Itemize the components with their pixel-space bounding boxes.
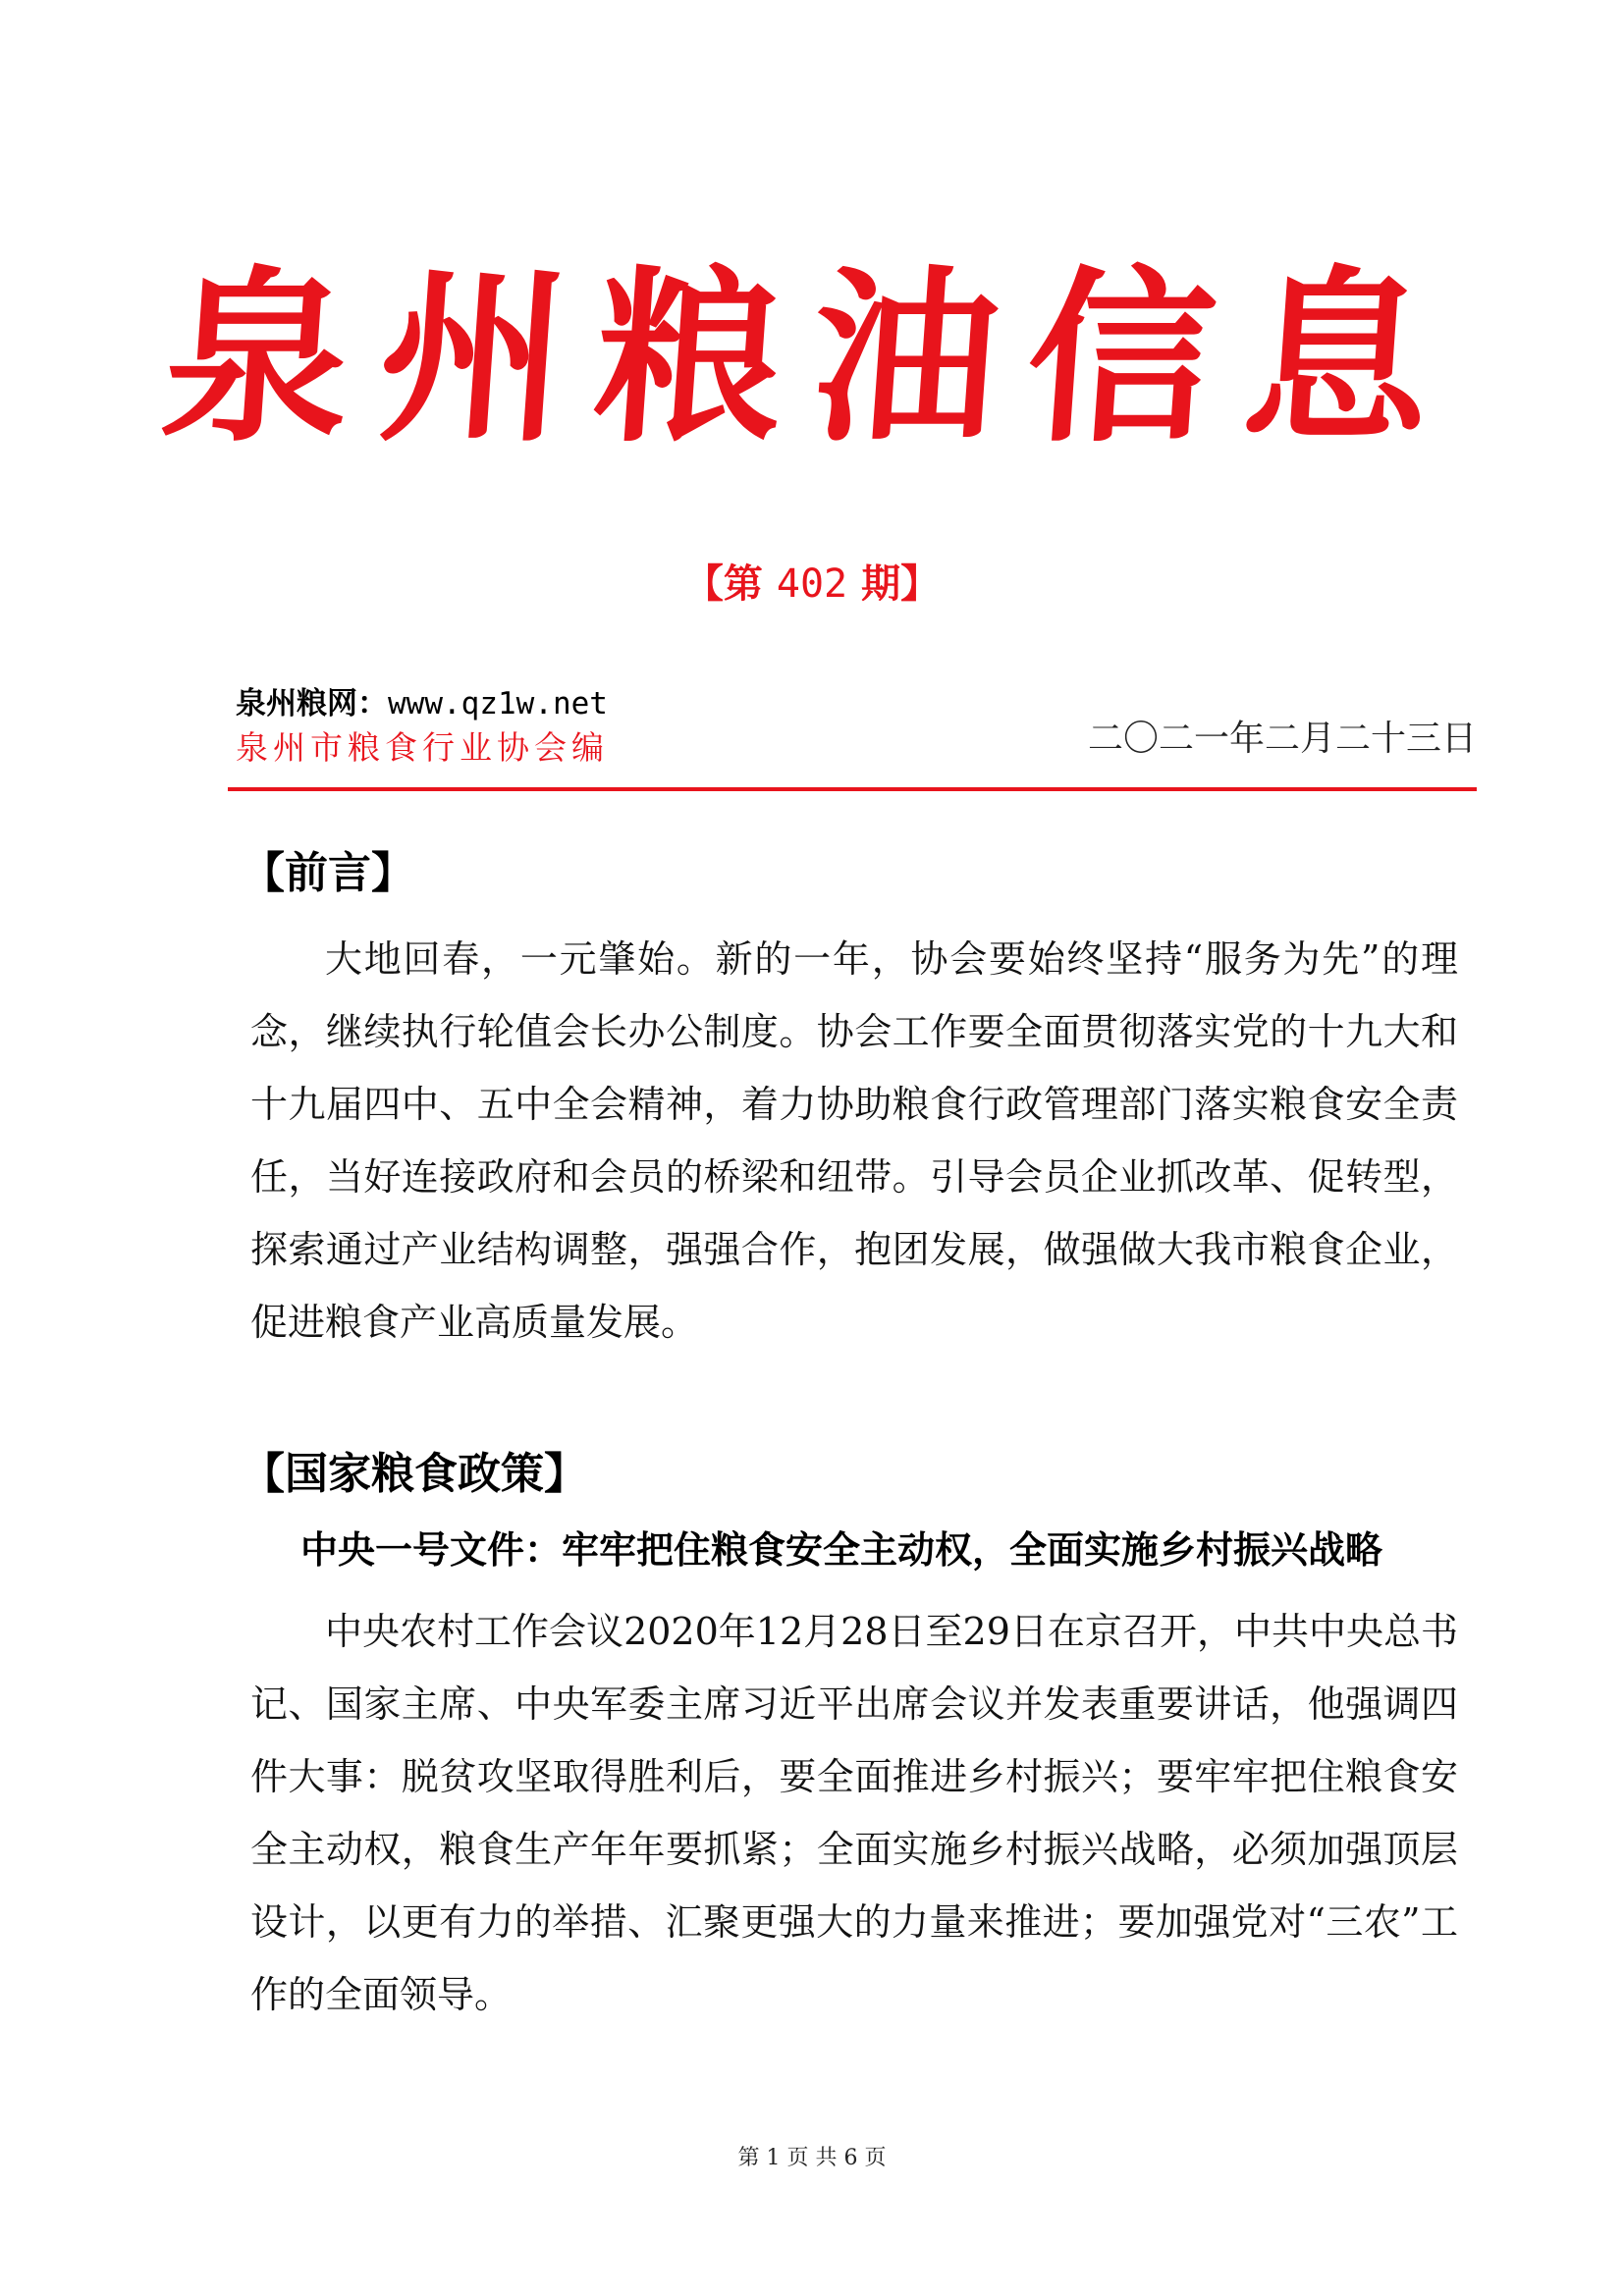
masthead-title: 泉州粮油信息 <box>156 248 1468 467</box>
issue-prefix: 【第 <box>683 561 763 607</box>
article-title: 中央一号文件：牢牢把住粮食安全主动权，全面实施乡村振兴战略 <box>299 1528 1382 1572</box>
section-heading-preface: 【前言】 <box>242 848 414 898</box>
website-line <box>236 686 608 721</box>
section-heading-policy: 【国家粮食政策】 <box>242 1449 587 1499</box>
issue-date: 二〇二一年二月二十三日 <box>1087 719 1477 759</box>
website-url: www.qz1w.net <box>388 686 608 721</box>
policy-paragraph: 中央农村工作会议2020年12月28日至29日在京召开，中共中央总书记、国家主席、中央军委主席习近平出席会议并发表重要讲话，他强调四件大事：脱贫攻坚取得胜利后，要全面推进乡村振兴；要牢牢把住粮食安全主动权，粮食生产年年要抓紧；全面实施乡村振兴战略，必须加强顶层设计，以更有力的举措、汇聚更强大的力量来推进；要加强党对“三农”工作的全面领导。 <box>250 1610 1458 2016</box>
preface-paragraph: 大地回春，一元肇始。新的一年，协会要始终坚持“服务为先”的理念，继续执行轮值会长办公制度。协会工作要全面贯彻落实党的十九大和十九届四中、五中全会精神，着力协助粮食行政管理部门落实粮食安全责任，当好连接政府和会员的桥梁和纽带。引导会员企业抓改革、促转型，探索通过产业结构调整，强强合作，抱团发展，做强做大我市粮食企业，促进粮食产业高质量发展。 <box>250 937 1458 1344</box>
issue-number-value: 402 <box>776 561 848 607</box>
issue-number <box>0 561 1624 607</box>
website-label: 泉州粮网： <box>236 686 388 721</box>
editor-line: 泉州市粮食行业协会编 <box>236 728 609 767</box>
header-divider <box>228 787 1477 791</box>
issue-suffix: 期】 <box>861 561 941 607</box>
page-footer: 第 1 页 共 6 页 <box>737 2146 887 2170</box>
